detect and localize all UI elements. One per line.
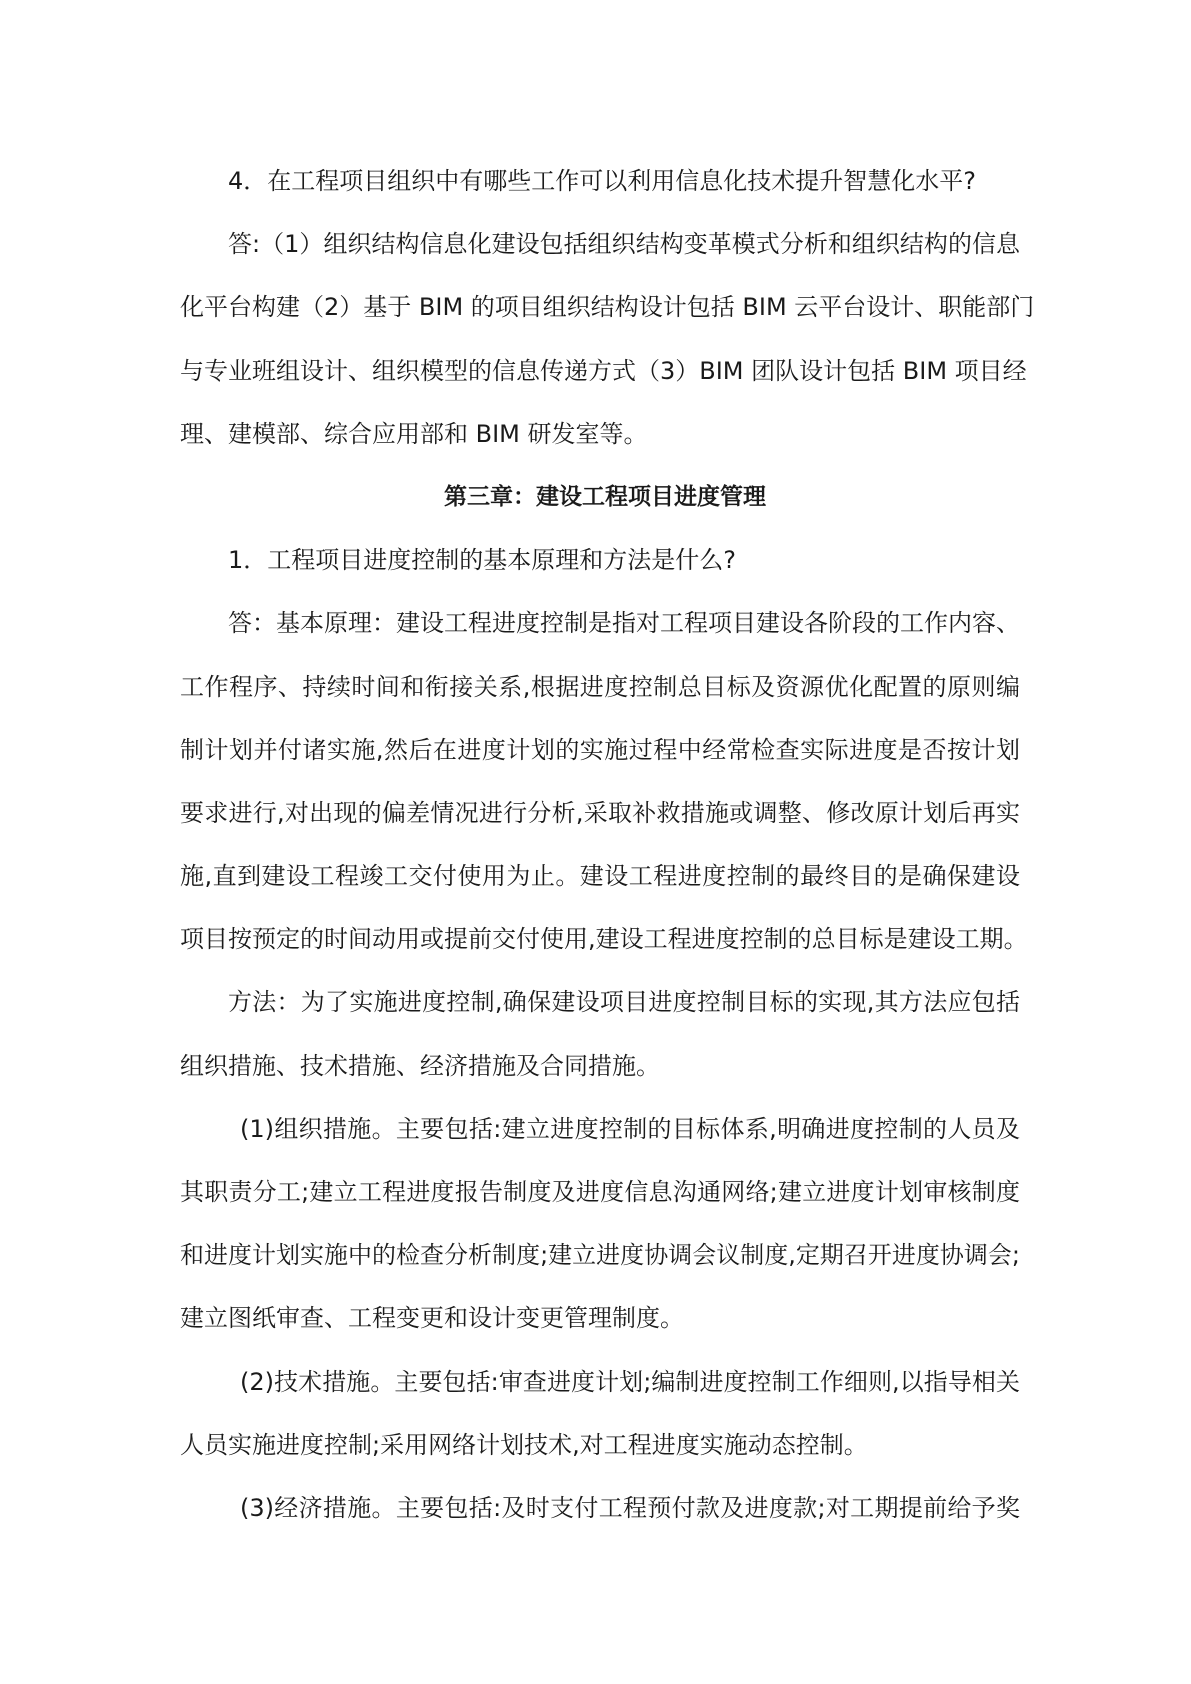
answer-1-principle-line-4: 要求进行,对出现的偏差情况进行分析,采取补救措施或调整、修改原计划后再实 xyxy=(180,798,1020,827)
answer-4-line-2: 化平台构建（2）基于 BIM 的项目组织结构设计包括 BIM 云平台设计、职能部门 xyxy=(180,293,1035,322)
answer-1-principle-line-2: 工作程序、持续时间和衔接关系,根据进度控制总目标及资源优化配置的原则编 xyxy=(180,672,1020,701)
measure-2-line-2: 人员实施进度控制;采用网络计划技术,对工程进度实施动态控制。 xyxy=(180,1430,868,1459)
answer-4-line-4: 理、建模部、综合应用部和 BIM 研发室等。 xyxy=(180,419,648,448)
answer-1-principle-line-6: 项目按预定的时间动用或提前交付使用,建设工程进度控制的总目标是建设工期。 xyxy=(180,925,1028,954)
measure-1-line-1: (1)组织措施。主要包括:建立进度控制的目标体系,明确进度控制的人员及 xyxy=(240,1114,1020,1143)
question-4: 4．在工程项目组织中有哪些工作可以利用信息化技术提升智慧化水平? xyxy=(228,167,977,195)
answer-1-principle-line-1: 答：基本原理：建设工程进度控制是指对工程项目建设各阶段的工作内容、 xyxy=(228,609,1020,638)
answer-1-method-line-2: 组织措施、技术措施、经济措施及合同措施。 xyxy=(180,1051,660,1080)
measure-3-line-1: (3)经济措施。主要包括:及时支付工程预付款及进度款;对工期提前给予奖 xyxy=(240,1493,1020,1522)
measure-1-line-3: 和进度计划实施中的检查分析制度;建立进度协调会议制度,定期召开进度协调会; xyxy=(180,1241,1020,1270)
measure-2-line-1: (2)技术措施。主要包括:审查进度计划;编制进度控制工作细则,以指导相关 xyxy=(240,1367,1020,1396)
answer-1-principle-line-3: 制计划并付诸实施,然后在进度计划的实施过程中经常检查实际进度是否按计划 xyxy=(180,735,1020,764)
answer-4-line-1: 答:（1）组织结构信息化建设包括组织结构变革模式分析和组织结构的信息 xyxy=(228,230,1020,259)
measure-1-line-2: 其职责分工;建立工程进度报告制度及进度信息沟通网络;建立进度计划审核制度 xyxy=(180,1178,1020,1206)
document-page xyxy=(180,150,1035,1540)
answer-1-method-line-1: 方法：为了实施进度控制,确保建设项目进度控制目标的实现,其方法应包括 xyxy=(228,988,1020,1017)
chapter-heading: 第三章：建设工程项目进度管理 xyxy=(444,483,766,510)
answer-1-principle-line-5: 施,直到建设工程竣工交付使用为止。建设工程进度控制的最终目的是确保建设 xyxy=(180,862,1020,891)
measure-1-line-4: 建立图纸审查、工程变更和设计变更管理制度。 xyxy=(180,1304,684,1333)
answer-4-line-3: 与专业班组设计、组织模型的信息传递方式（3）BIM 团队设计包括 BIM 项目经 xyxy=(180,356,1027,385)
question-1: 1．工程项目进度控制的基本原理和方法是什么? xyxy=(228,546,737,575)
